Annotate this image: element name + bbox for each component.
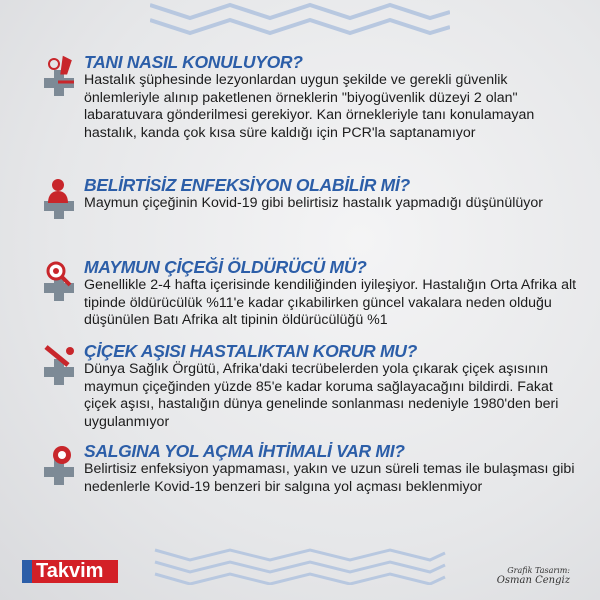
design-credit xyxy=(497,566,570,586)
section-body: Genellikle 2-4 hafta içerisinde kendiliğinden iyileşiyor. Hastalığın Orta Afrika alt tipinde öldürücülük %11'e kadar çıkabilirken güncel vakalara neden olduğu düşünülen Batı Afrika alt tipinin öldürücülüğü %1 xyxy=(84,277,577,328)
microscope-icon xyxy=(40,54,82,102)
section-title: TANI NASIL KONULUYOR? xyxy=(84,52,303,72)
section-body: Maymun çiçeğinin Kovid-19 gibi belirtisiz hastalık yapmadığı düşünülüyor xyxy=(84,195,543,211)
section-body: Hastalık şüphesinde lezyonlardan uygun şekilde ve gerekli güvenlik önlemleriyle alınıp paketlenen örneklerin "biyogüvenlik düzeyi 2 olan" labaratuvara gönderilmesi gerekiyor. Kan örnekleriyle tanı konulamayan hastalık, kanda çok kısa süre kaldığı için PCR'la saptanamıyor xyxy=(84,72,535,141)
globe-virus-icon xyxy=(40,443,82,491)
syringe-icon xyxy=(40,343,82,391)
section-body: Belirtisiz enfeksiyon yapmaması, yakın ve uzun süreli temas ile bulaşması gibi nedenlerle Kovid-19 benzeri bir salgına yol açması beklenmiyor xyxy=(84,461,575,495)
section-title: ÇİÇEK AŞISI HASTALIKTAN KORUR MU? xyxy=(84,341,417,361)
section-title: BELİRTİSİZ ENFEKSİYON OLABİLİR Mİ? xyxy=(84,175,410,195)
sick-person-icon xyxy=(40,177,82,225)
credit-name: Osman Cengiz xyxy=(496,575,570,586)
section-title: MAYMUN ÇİÇEĞİ ÖLDÜRÜCÜ MÜ? xyxy=(84,257,367,277)
section-title: SALGINA YOL AÇMA İHTİMALİ VAR MI? xyxy=(84,441,405,461)
credit-label: Grafik Tasarım: xyxy=(507,566,570,575)
zigzag-decoration xyxy=(150,0,450,40)
zigzag-decoration xyxy=(150,545,450,585)
takvim-logo: Takvim xyxy=(22,560,118,583)
section-body: Dünya Sağlık Örgütü, Afrika'daki tecrübelerden yola çıkarak çiçek aşısının maymun çiçeğinden yüzde 85'e kadar koruma sağlayacağını bildirdi. Fakat çiçek aşısı, hastalığın dünya genelinde sonlanması nedeniyle 1980'den beri uygulanmıyor xyxy=(84,361,559,430)
skull-magnifier-icon xyxy=(40,259,82,307)
